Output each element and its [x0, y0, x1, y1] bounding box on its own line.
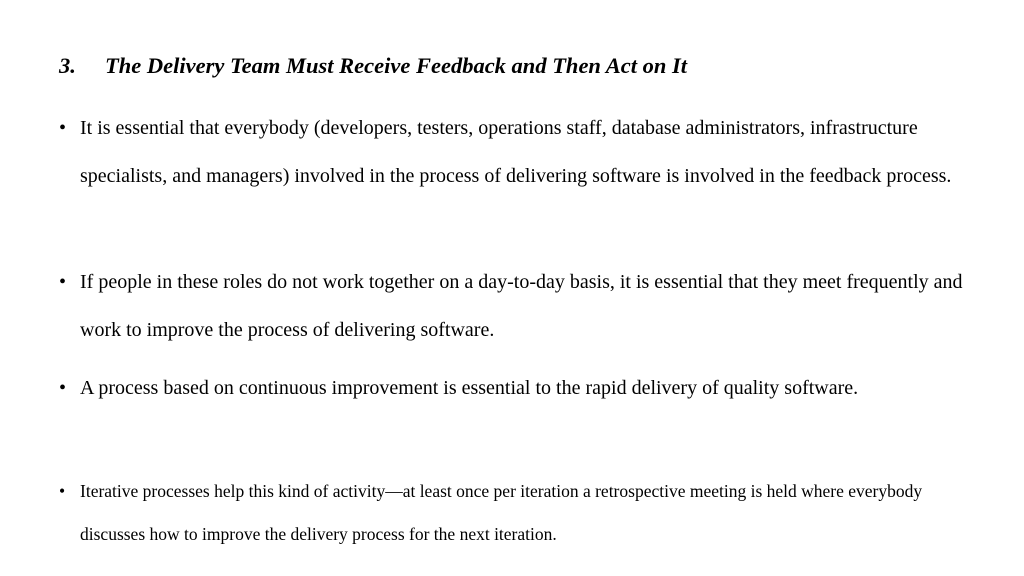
bullet-item [59, 364, 989, 412]
bullet-text: A process based on continuous improvement is essential to the rapid delivery of quality software. [80, 377, 859, 399]
bullet-text: It is essential that everybody (developers, testers, operations staff, database administrators, infrastructure specialists, and managers) involved in the process of delivering software is involved in the feedback process. [80, 117, 952, 187]
heading-title: The Delivery Team Must Receive Feedback and Then Act on It [105, 53, 688, 78]
bullet-item [59, 258, 989, 354]
slide-heading [59, 53, 687, 79]
bullet-marker: • [59, 377, 67, 399]
bullet-marker: • [59, 117, 67, 139]
bullet-text: If people in these roles do not work together on a day-to-day basis, it is essential that they meet frequently and work to improve the process of delivering software. [80, 271, 963, 341]
heading-number: 3. [59, 53, 76, 78]
bullet-text: Iterative processes help this kind of activity—at least once per iteration a retrospective meeting is held where everybody discusses how to improve the delivery process for the next iteration. [80, 481, 923, 544]
bullet-item [59, 470, 989, 556]
bullet-marker: • [59, 271, 67, 293]
bullet-item [59, 104, 989, 200]
bullet-marker: • [59, 481, 66, 501]
